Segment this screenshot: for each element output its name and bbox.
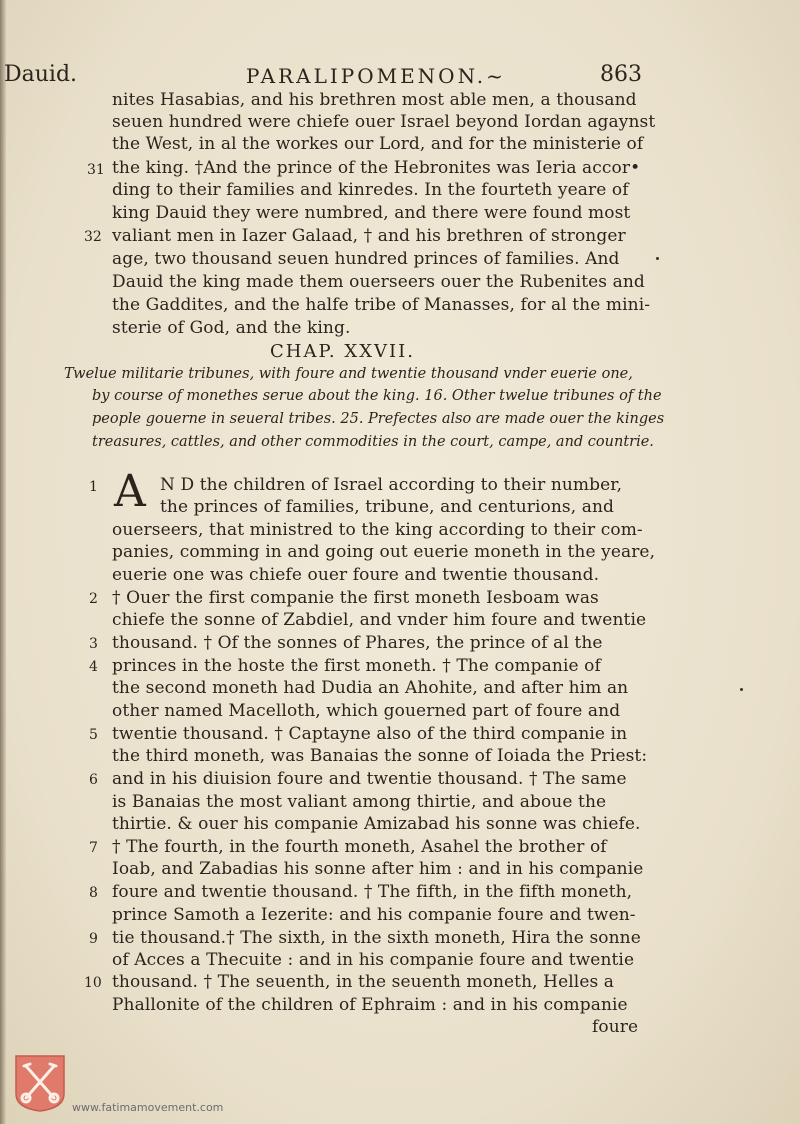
page-speck [740, 688, 743, 691]
chapter-summary-line: Twelue militarie tribunes, with foure and twentie thousand vnder euerie one, [64, 366, 633, 382]
text-line: Phallonite of the children of Ephraim : and in his companie [112, 995, 628, 1015]
text-line: foure and twentie thousand. † The fifth, in the fifth moneth, [112, 882, 633, 902]
text-line: king Dauid they were numbred, and there were found most [112, 203, 631, 223]
chapter-summary-line: by course of monethes serue about the king. 16. Other twelue tribunes of the [92, 388, 662, 404]
catchword: foure [592, 1017, 639, 1037]
verse-number: 10 [84, 975, 102, 991]
text-line: the princes of families, tribune, and centurions, and [160, 497, 614, 517]
text-line: the second moneth had Dudia an Ahohite, and after him an [112, 678, 629, 698]
text-line: the king. †And the prince of the Hebronites was Ieria accor• [112, 158, 641, 178]
text-line: thousand. † Of the sonnes of Phares, the prince of al the [112, 633, 603, 653]
text-line: ding to their families and kinredes. In the fourteth yeare of [112, 180, 629, 200]
text-line: the third moneth, was Banaias the sonne of Ioiada the Priest: [112, 746, 648, 766]
running-head-title: PARALIPOMENON.~ [246, 64, 506, 88]
text-line: of Acces a Thecuite : and in his companie foure and twentie [112, 950, 635, 970]
verse-number: 1 [89, 479, 98, 495]
text-line: thousand. † The seuenth, in the seuenth moneth, Helles a [112, 972, 615, 992]
text-line: Dauid the king made them ouerseers ouer the Rubenites and [112, 272, 645, 292]
verse-number: 8 [89, 885, 98, 901]
text-line: valiant men in Iazer Galaad, † and his brethren of stronger [112, 226, 626, 246]
text-line: the West, in al the workes our Lord, and for the ministerie of [112, 134, 644, 154]
verse-number: 3 [89, 636, 98, 652]
text-line: the Gaddites, and the halfe tribe of Manasses, for al the mini- [112, 295, 651, 315]
verse-number: 32 [84, 229, 102, 245]
text-line: sterie of God, and the king. [112, 318, 351, 338]
page-number: 863 [600, 62, 642, 87]
text-line: tie thousand.† The sixth, in the sixth moneth, Hira the sonne [112, 928, 641, 948]
running-header [0, 62, 800, 90]
text-line: prince Samoth a Iezerite: and his companie foure and twen- [112, 905, 636, 925]
text-line: age, two thousand seuen hundred princes of families. And [112, 249, 620, 269]
drop-cap: A [114, 466, 146, 517]
text-line: Ioab, and Zabadias his sonne after him : and in his companie [112, 859, 644, 879]
verse-number: 9 [89, 931, 98, 947]
chapter-summary-line: people gouerne in seueral tribes. 25. Prefectes also are made ouer the kinges [92, 411, 665, 427]
verse-number: 31 [87, 162, 105, 178]
chapter-heading: CHAP. XXVII. [270, 341, 415, 362]
running-head-left: Dauid. [4, 62, 78, 87]
text-line: nites Hasabias, and his brethren most able men, a thousand [112, 90, 637, 110]
verse-number: 6 [89, 772, 98, 788]
verse-number: 7 [89, 840, 98, 856]
text-line: twentie thousand. † Captayne also of the third companie in [112, 724, 628, 744]
page-spine-shadow [0, 0, 6, 1124]
text-line: and in his diuision foure and twentie thousand. † The same [112, 769, 627, 789]
chapter-summary-line: treasures, cattles, and other commodities in the court, campe, and countrie. [92, 434, 654, 450]
verse-number: 2 [89, 591, 98, 607]
text-line: seuen hundred were chiefe ouer Israel beyond Iordan agaynst [112, 112, 656, 132]
page-speck [656, 257, 659, 260]
text-line: ouerseers, that ministred to the king according to their com- [112, 520, 643, 540]
text-line: panies, comming in and going out euerie moneth in the yeare, [112, 542, 656, 562]
text-line: princes in the hoste the first moneth. † The companie of [112, 656, 601, 676]
text-line: chiefe the sonne of Zabdiel, and vnder him foure and twentie [112, 610, 647, 630]
text-line: † Ouer the first companie the first moneth Iesboam was [112, 588, 599, 608]
verse-number: 5 [89, 727, 98, 743]
text-line: N D the children of Israel according to their number, [160, 475, 623, 495]
text-line: † The fourth, in the fourth moneth, Asahel the brother of [112, 837, 607, 857]
text-line: thirtie. & ouer his companie Amizabad his sonne was chiefe. [112, 814, 641, 834]
text-line: is Banaias the most valiant among thirtie, and aboue the [112, 792, 607, 812]
watermark-url[interactable]: www.fatimamovement.com [72, 1101, 224, 1114]
verse-number: 4 [89, 659, 98, 675]
text-line: other named Macelloth, which gouerned part of foure and [112, 701, 621, 721]
papal-keys-logo-icon [14, 1054, 66, 1112]
text-line: euerie one was chiefe ouer foure and twentie thousand. [112, 565, 600, 585]
